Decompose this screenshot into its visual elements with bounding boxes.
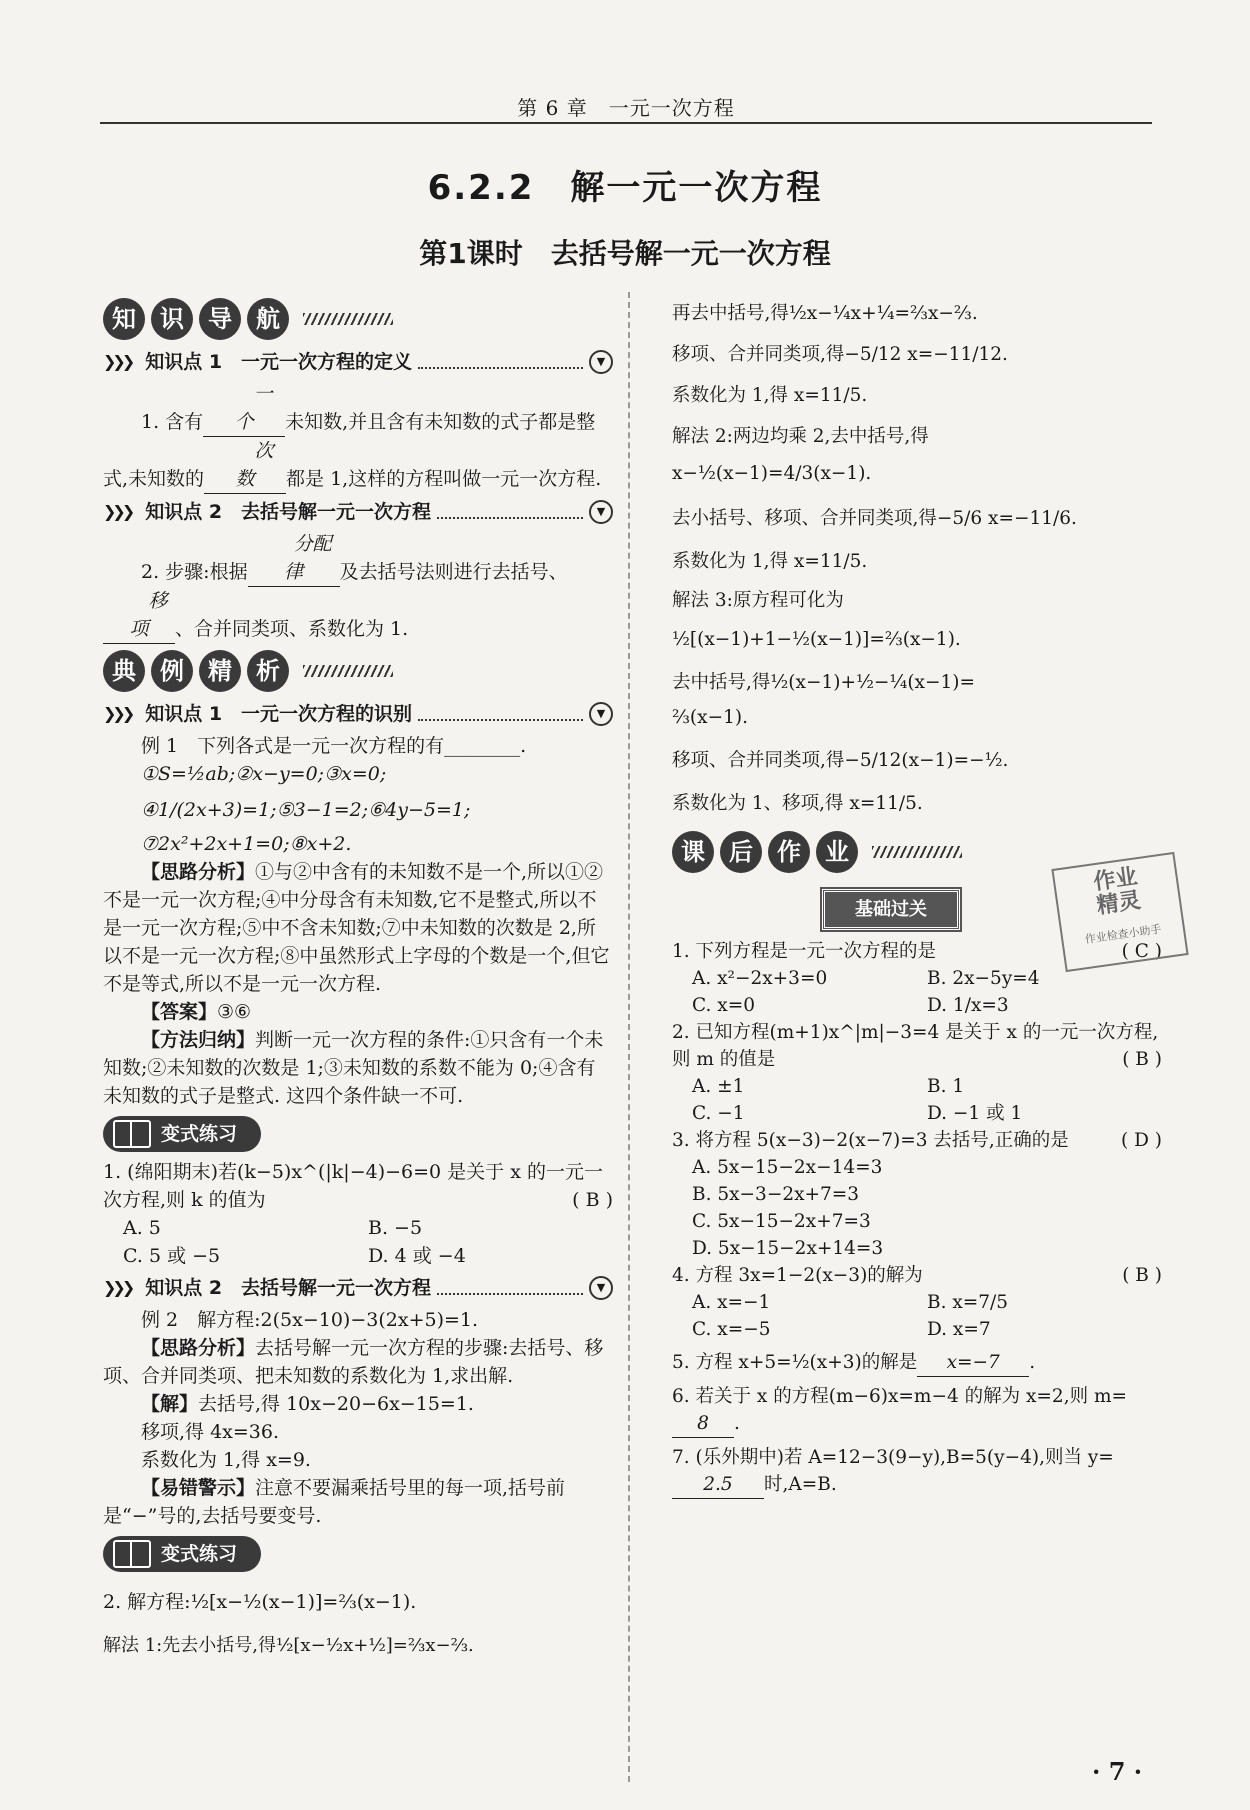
banner-char: 例 [151, 650, 193, 692]
left-column [103, 292, 613, 1660]
banner-char: 知 [103, 298, 145, 340]
text: 都是 1,这样的方程叫做一元一次方程. [286, 468, 602, 490]
option: B. −5 [368, 1217, 423, 1239]
basic-level-tag: 基础过关 [822, 889, 960, 930]
text: 3. 将方程 5(x−3)−2(x−7)=3 去括号,正确的是 [672, 1130, 1069, 1151]
homework-stamp [1051, 852, 1188, 972]
banner-char: 课 [672, 831, 714, 873]
answer-blank: 2.5 [672, 1471, 764, 1499]
option: B. x=7/5 [927, 1292, 1009, 1313]
kp-label: 知识点 2 去括号解一元一次方程 [145, 1277, 432, 1299]
text: 注意不要漏乘括号里的每一项,括号前是“−”号的,去括号要变号. [103, 1477, 566, 1527]
solution-line: 再去中括号,得½x−¼x+¼=⅔x−⅔. [672, 303, 978, 324]
label: 变式练习 [161, 1123, 238, 1145]
hatch-decoration [303, 313, 393, 325]
question-2 [672, 1019, 1162, 1073]
banner-char: 业 [816, 831, 858, 873]
answer-blank: x=−7 [917, 1349, 1029, 1377]
solution-line: 解法 3:原方程可化为 [672, 590, 844, 611]
text: 2. 步骤:根据 [141, 561, 248, 583]
banner-char: 航 [247, 298, 289, 340]
solution-line: ⅔(x−1). [672, 707, 748, 728]
answer: ( B ) [1122, 1049, 1162, 1070]
page-number: · 7 · [1092, 1757, 1143, 1786]
option: A. 5x−15−2x−14=3 [692, 1157, 883, 1178]
option: A. 5 [123, 1217, 161, 1239]
question-3 [672, 1127, 1162, 1154]
header-rule [100, 122, 1152, 124]
solution-line: ½[(x−1)+1−½(x−1)]=⅔(x−1). [672, 629, 961, 650]
solution-line: 移项、合并同类项,得−5/12(x−1)=−½. [672, 750, 1009, 771]
dot-leader [418, 707, 583, 721]
label: 【易错警示】 [141, 1477, 256, 1499]
answer-blank: 8 [672, 1410, 734, 1438]
book-icon [113, 1540, 151, 1568]
kp-label: 知识点 2 去括号解一元一次方程 [145, 501, 432, 523]
option: C. 5 或 −5 [123, 1245, 221, 1267]
solution-line: 系数化为 1,得 x=11/5. [672, 551, 868, 572]
solution-line: 系数化为 1、移项,得 x=11/5. [672, 793, 923, 814]
variant-2-solution: 解法 1:先去小括号,得½[x−½x+½]=⅔x−⅔. [103, 1635, 474, 1656]
chevron-down-circle-icon: ▼ [589, 1276, 613, 1300]
text: 5. 方程 x+5=½(x+3)的解是 [672, 1352, 918, 1373]
option: A. ±1 [692, 1076, 745, 1097]
answer-blank: 移项 [103, 587, 175, 644]
text: 未知数,并且含有未知数的式子都是整式,未知数的 [103, 411, 596, 490]
kp2-paragraph [103, 530, 613, 644]
solution-line: 去中括号,得½(x−1)+½−¼(x−1)= [672, 672, 975, 693]
question-5: 5. 方程 x+5=½(x+3)的解是 x=−7 . [672, 1349, 1162, 1377]
section-title: 6.2.2 解一元一次方程 [427, 168, 823, 208]
label: 变式练习 [161, 1543, 238, 1565]
option: D. x=7 [927, 1319, 991, 1340]
kp1-paragraph [103, 380, 613, 494]
question-6: 6. 若关于 x 的方程(m−6)x=m−4 的解为 x=2,则 m=8 . [672, 1383, 1162, 1438]
banner-char: 导 [199, 298, 241, 340]
knowledge-point-heading [103, 348, 613, 376]
example-1-line: ①S=½ab;②x−y=0;③x=0; [141, 763, 387, 785]
option: D. 4 或 −4 [368, 1245, 466, 1267]
chevron-down-circle-icon: ▼ [589, 702, 613, 726]
question-4 [672, 1262, 1162, 1289]
text: 、合并同类项、系数化为 1. [175, 618, 409, 640]
question-7 [672, 1444, 1162, 1499]
dot-leader [418, 355, 583, 369]
variant-practice-tag [103, 1116, 261, 1152]
example-1-question: 例 1 下列各式是一元一次方程的有________. [141, 735, 527, 757]
banner-knowledge-nav [103, 298, 613, 340]
text: 2. 已知方程(m+1)x^|m|−3=4 是关于 x 的一元一次方程,则 m 的值是 [672, 1022, 1159, 1070]
solution-line: 解法 2:两边均乘 2,去中括号,得 [672, 426, 929, 447]
option: C. −1 [692, 1103, 745, 1124]
banner-char: 作 [768, 831, 810, 873]
text: 判断一元一次方程的条件:①只含有一个未知数;②未知数的次数是 1;③未知数的系数不能为 0;④含有未知数的式子是整式. 这四个条件缺一不可. [103, 1029, 604, 1107]
variant-1-question [103, 1158, 613, 1214]
text: 6. 若关于 x 的方程(m−6)x=m−4 的解为 x=2,则 m= [672, 1386, 1127, 1407]
knowledge-point-heading [103, 700, 613, 728]
text: 1. (绵阳期末)若(k−5)x^(|k|−4)−6=0 是关于 x 的一元一次方程,则 k 的值为 [103, 1161, 603, 1211]
chevron-down-circle-icon: ▼ [589, 350, 613, 374]
options [103, 1214, 613, 1270]
chevron-right-icon: ❯❯❯ [103, 1278, 132, 1297]
example-1-answer [103, 998, 613, 1026]
option: A. x²−2x+3=0 [692, 968, 828, 989]
running-header: 第 6 章 一元一次方程 [517, 96, 735, 120]
banner-char: 析 [247, 650, 289, 692]
option: A. x=−1 [692, 1292, 771, 1313]
text: ①与②中含有的未知数不是一个,所以①②不是一元一次方程;④中分母含有未知数,它不是整式,所以不是一元一次方程;⑤中不含未知数;⑦中未知数的次数是 2,所以不是一元一次方程;⑧中虽然形式上字母的个数是一个,但它不是等式,所以不是一元一次方程. [103, 861, 610, 995]
banner-char: 识 [151, 298, 193, 340]
example-2-step: 系数化为 1,得 x=9. [141, 1449, 311, 1471]
options [672, 1154, 1162, 1262]
option: C. 5x−15−2x+7=3 [692, 1211, 871, 1232]
knowledge-point-heading [103, 1274, 613, 1302]
answer: ( D ) [1120, 1130, 1162, 1151]
knowledge-point-heading [103, 498, 613, 526]
kp-label: 知识点 1 一元一次方程的识别 [145, 703, 413, 725]
solution-line: 去小括号、移项、合并同类项,得−5/6 x=−11/6. [672, 508, 1077, 529]
option: C. x=0 [692, 995, 755, 1016]
text: 及去括号法则进行去括号、 [339, 561, 568, 583]
answer-blank: 一个 [203, 380, 285, 437]
chevron-right-icon: ❯❯❯ [103, 352, 132, 371]
options [672, 1289, 1162, 1343]
answer-blank: 分配律 [248, 530, 340, 587]
answer-blank: 次数 [204, 437, 286, 494]
label: 【思路分析】 [141, 861, 256, 883]
example-1-analysis [103, 858, 613, 998]
chevron-right-icon: ❯❯❯ [103, 502, 132, 521]
example-2-step: 移项,得 4x=36. [141, 1421, 280, 1443]
option: B. 1 [927, 1076, 965, 1097]
options [672, 965, 1162, 1019]
label: 【思路分析】 [141, 1337, 256, 1359]
text: 4. 方程 3x=1−2(x−3)的解为 [672, 1265, 923, 1286]
example-1-line: ⑦2x²+2x+1=0;⑧x+2. [141, 833, 352, 855]
example-1-line: ④1/(2x+3)=1;⑤3−1=2;⑥4y−5=1; [141, 799, 471, 821]
answer: ( B ) [572, 1189, 613, 1211]
chevron-down-circle-icon: ▼ [589, 500, 613, 524]
hatch-decoration [872, 846, 962, 858]
book-icon [113, 1120, 151, 1148]
kp-label: 知识点 1 一元一次方程的定义 [145, 351, 413, 373]
column-divider [628, 292, 630, 1782]
text: 7. (乐外期中)若 A=12−3(9−y),B=5(y−4),则当 y= [672, 1447, 1114, 1468]
solution-line: x−½(x−1)=4/3(x−1). [672, 463, 872, 484]
label: 【解】 [141, 1393, 199, 1415]
chevron-right-icon: ❯❯❯ [103, 704, 132, 723]
option: B. 5x−3−2x+7=3 [692, 1184, 860, 1205]
dot-leader [437, 505, 583, 519]
text: ③⑥ [217, 1001, 252, 1023]
variant-practice-tag [103, 1536, 261, 1572]
banner-char: 精 [199, 650, 241, 692]
example-2-warning [103, 1474, 613, 1530]
solution-line: 移项、合并同类项,得−5/12 x=−11/12. [672, 344, 1008, 365]
text: 去括号,得 10x−20−6x−15=1. [198, 1393, 474, 1415]
text: 去括号解一元一次方程的步骤:去括号、移项、合并同类项、把未知数的系数化为 1,求出解. [103, 1337, 604, 1387]
option: D. 1/x=3 [927, 995, 1009, 1016]
variant-2-question: 2. 解方程:½[x−½(x−1)]=⅔(x−1). [103, 1591, 417, 1613]
hatch-decoration [303, 665, 393, 677]
dot-leader [437, 1281, 583, 1295]
option: C. x=−5 [692, 1319, 771, 1340]
banner-examples [103, 650, 613, 692]
options [672, 1073, 1162, 1127]
option: B. 2x−5y=4 [927, 968, 1040, 989]
answer: ( B ) [1122, 1265, 1162, 1286]
example-2-analysis [103, 1334, 613, 1390]
lesson-title: 第1课时 去括号解一元一次方程 [419, 237, 831, 270]
text: 1. 下列方程是一元一次方程的是 [672, 941, 937, 962]
example-2-question: 例 2 解方程:2(5x−10)−3(2x+5)=1. [141, 1309, 479, 1331]
option: D. 5x−15−2x+14=3 [692, 1238, 884, 1259]
label: 【答案】 [141, 1001, 218, 1023]
text: 时,A=B. [764, 1474, 837, 1495]
stamp-title: 作业 精灵 [1091, 864, 1143, 920]
example-1-method [103, 1026, 613, 1110]
solution-line: 系数化为 1,得 x=11/5. [672, 385, 868, 406]
stamp-subtitle: 作业检查小助手 [1084, 922, 1163, 947]
label: 【方法归纳】 [141, 1029, 256, 1051]
text: 1. 含有 [141, 411, 204, 433]
banner-char: 后 [720, 831, 762, 873]
option: D. −1 或 1 [927, 1103, 1023, 1124]
answer: ( C ) [1121, 941, 1162, 962]
example-2-solution [103, 1390, 613, 1418]
banner-char: 典 [103, 650, 145, 692]
